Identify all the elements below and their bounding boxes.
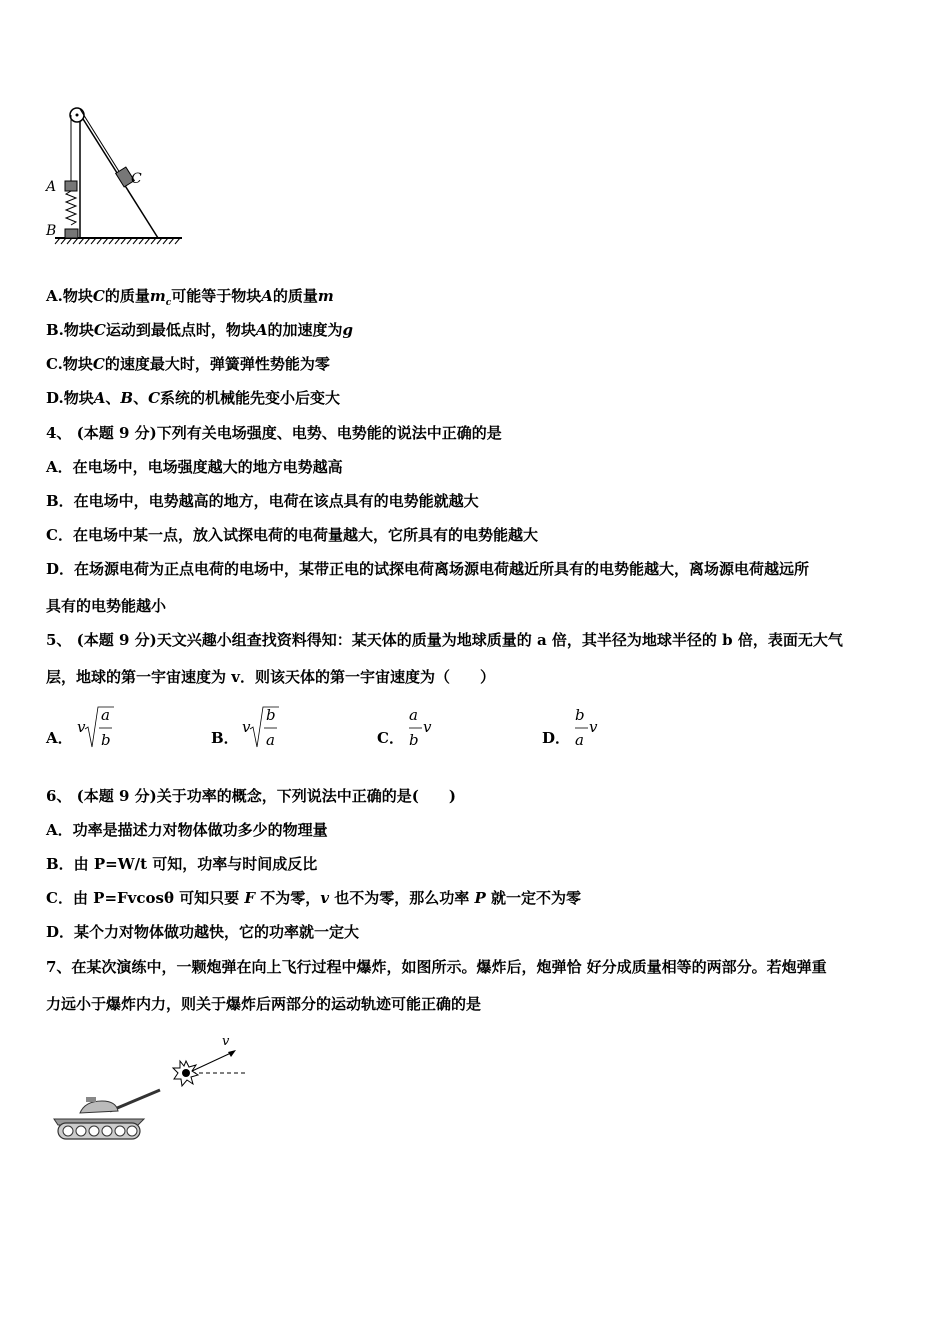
q5-choice-d: D． [542, 729, 571, 747]
q5-b-v: v [242, 718, 251, 736]
q6-option-b: B．由 P=W/t 可知，功率与时间成反比 [46, 855, 318, 873]
q4-option-c: C．在电场中某一点，放入试探电荷的电荷量越大，它所具有的电势能越大 [46, 526, 538, 544]
q5-c-num: a [409, 706, 418, 724]
tank-explosion-figure [50, 1035, 260, 1150]
q5-d-num: b [575, 706, 585, 724]
q5-c-v: v [423, 718, 432, 736]
q5-a-v: v [77, 718, 86, 736]
label-b: B [46, 223, 57, 239]
q3-option-c: C.物块C的速度最大时，弹簧弹性势能为零 [46, 355, 330, 373]
q7-stem-2: 力远小于爆炸内力，则关于爆炸后两部分的运动轨迹可能正确的是 [46, 995, 482, 1013]
q5-choice-b: B． [211, 729, 239, 747]
q4-stem: 4、 (本题 9 分)下列有关电场强度、电势、电势能的说法中正确的是 [46, 424, 502, 442]
q4-option-d-cont: 具有的电势能越小 [46, 597, 167, 615]
q5-stem-2: 层，地球的第一宇宙速度为 v．则该天体的第一宇宙速度为（ ） [46, 668, 495, 686]
q5-choice-c: C． [377, 729, 404, 747]
q6-option-a: A．功率是描述力对物体做功多少的物理量 [46, 821, 328, 839]
q3-option-a: A.物块C的质量$m_c$可能等于物块A的质量m [46, 287, 334, 308]
label-c: C [131, 171, 142, 187]
q5-a-num: a [101, 706, 110, 724]
q7-velocity-label: v [222, 1034, 230, 1049]
q5-a-den: b [101, 731, 111, 749]
label-a: A [46, 179, 57, 195]
q6-option-d: D．某个力对物体做功越快，它的功率就一定大 [46, 923, 360, 941]
q4-option-d: D．在场源电荷为正点电荷的电场中，某带正电的试探电荷离场源电荷越近所具有的电势能越大，离场源电荷越远所 [46, 560, 810, 578]
pulley-spring-figure [40, 95, 190, 255]
q4-option-b: B．在电场中，电势越高的地方，电荷在该点具有的电势能就越大 [46, 492, 479, 510]
q4-option-a: A．在电场中，电场强度越大的地方电势越高 [46, 458, 343, 476]
q3-option-b: B.物块C运动到最低点时，物块A的加速度为g [46, 321, 354, 339]
q5-c-den: b [409, 731, 419, 749]
q7-stem-1: 7、在某次演练中，一颗炮弹在向上飞行过程中爆炸，如图所示。爆炸后，炮弹恰 好分成质量相等的两部分。若炮弹重 [46, 958, 827, 976]
q5-b-den: a [266, 731, 275, 749]
q5-d-den: a [575, 731, 584, 749]
q3-option-d: D.物块A、B、C系统的机械能先变小后变大 [46, 389, 341, 407]
q5-choice-a: A． [46, 729, 73, 747]
q5-stem-1: 5、 (本题 9 分)天文兴趣小组查找资料得知：某天体的质量为地球质量的 a 倍，其半径为地球半径的 b 倍，表面无大气 [46, 631, 843, 649]
q5-b-num: b [266, 706, 276, 724]
q6-stem: 6、 (本题 9 分)关于功率的概念，下列说法中正确的是( ) [46, 787, 456, 805]
q6-option-c: C．由 P=Fvcosθ 可知只要 F 不为零，v 也不为零，那么功率 P 就一定不为零 [46, 889, 581, 907]
q5-d-v: v [589, 718, 598, 736]
